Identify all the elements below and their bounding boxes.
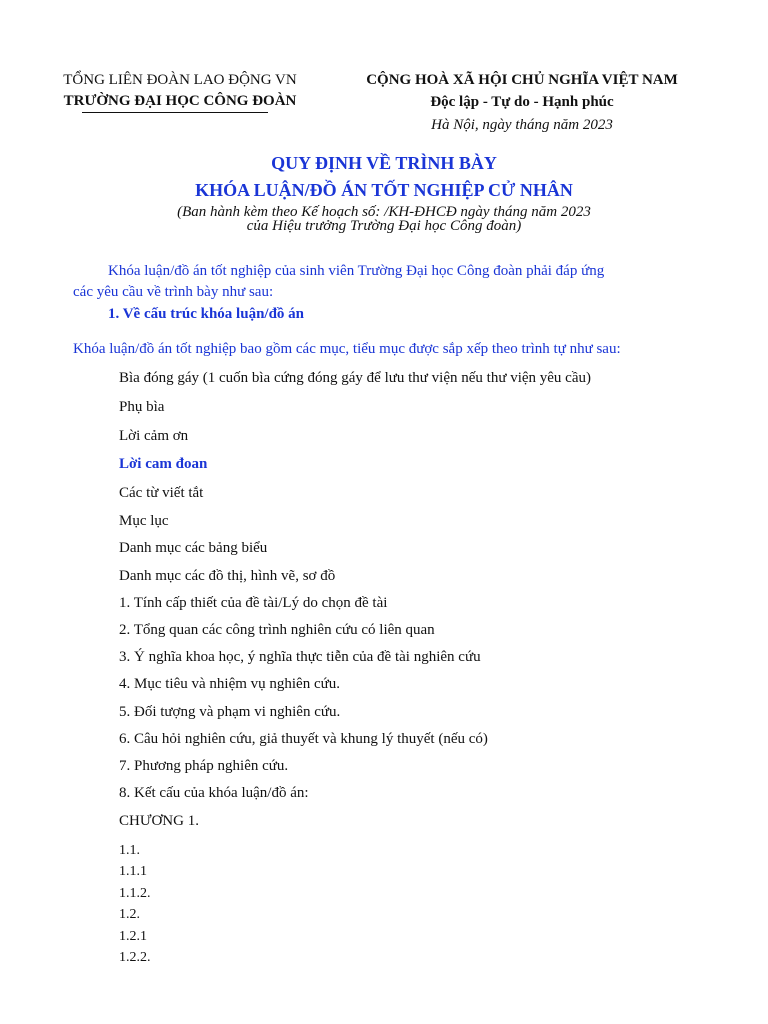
- list-item: Lời cảm ơn: [119, 428, 189, 444]
- motto: Độc lập - Tự do - Hạnh phúc: [430, 94, 614, 110]
- sub-item: 1.2.2.: [119, 950, 151, 965]
- list-item: Lời cam đoan: [119, 456, 208, 472]
- list-item: 4. Mục tiêu và nhiệm vụ nghiên cứu.: [119, 676, 341, 692]
- section-1-heading: 1. Về cấu trúc khóa luận/đồ án: [108, 306, 305, 322]
- sub-item: 1.1.: [119, 843, 140, 858]
- sub-item: 1.1.1: [119, 864, 147, 879]
- intro-paragraph-line-1: Khóa luận/đồ án tốt nghiệp của sinh viên Trường Đại học Công đoàn phải đáp ứng: [108, 263, 605, 279]
- list-item: 2. Tổng quan các công trình nghiên cứu có liên quan: [119, 622, 435, 638]
- list-item: CHƯƠNG 1.: [119, 813, 199, 829]
- title-line-2: KHÓA LUẬN/ĐỒ ÁN TỐT NGHIỆP CỬ NHÂN: [195, 180, 573, 200]
- list-item: Phụ bìa: [119, 399, 165, 415]
- date-line: Hà Nội, ngày tháng năm 2023: [431, 117, 613, 133]
- list-item: Danh mục các đồ thị, hình vẽ, sơ đồ: [119, 568, 336, 584]
- list-item: Danh mục các bảng biểu: [119, 540, 268, 556]
- issuance-note-1: (Ban hành kèm theo Kế hoạch số: /KH-ĐHCĐ ngày tháng năm 2023: [177, 204, 591, 220]
- org-name: TỔNG LIÊN ĐOÀN LAO ĐỘNG VN: [63, 72, 297, 88]
- list-item: Mục lục: [119, 513, 169, 529]
- list-item: 7. Phương pháp nghiên cứu.: [119, 758, 289, 774]
- section-1-intro: Khóa luận/đồ án tốt nghiệp bao gồm các mục, tiểu mục được sắp xếp theo trình tự như sau:: [73, 341, 621, 357]
- list-item: 3. Ý nghĩa khoa học, ý nghĩa thực tiễn của đề tài nghiên cứu: [119, 649, 481, 665]
- title-line-1: QUY ĐỊNH VỀ TRÌNH BÀY: [271, 153, 497, 173]
- republic-name: CỘNG HOÀ XÃ HỘI CHỦ NGHĨA VIỆT NAM: [366, 72, 678, 88]
- school-name: TRƯỜNG ĐẠI HỌC CÔNG ĐOÀN: [63, 93, 297, 109]
- intro-paragraph-line-2: các yêu cầu về trình bày như sau:: [73, 284, 274, 300]
- list-item: 6. Câu hỏi nghiên cứu, giả thuyết và khung lý thuyết (nếu có): [119, 731, 488, 747]
- sub-item: 1.2.: [119, 907, 140, 922]
- list-item: Bìa đóng gáy (1 cuốn bìa cứng đóng gáy để lưu thư viện nếu thư viện yêu cầu): [119, 370, 591, 386]
- list-item: 8. Kết cấu của khóa luận/đồ án:: [119, 785, 309, 801]
- school-underline: [82, 112, 268, 113]
- list-item: 1. Tính cấp thiết của đề tài/Lý do chọn đề tài: [119, 595, 388, 611]
- sub-item: 1.2.1: [119, 929, 147, 944]
- issuance-note-2: của Hiệu trưởng Trường Đại học Công đoàn): [246, 218, 522, 234]
- list-item: 5. Đối tượng và phạm vi nghiên cứu.: [119, 704, 341, 720]
- sub-item: 1.1.2.: [119, 886, 151, 901]
- list-item: Các từ viết tắt: [119, 485, 204, 501]
